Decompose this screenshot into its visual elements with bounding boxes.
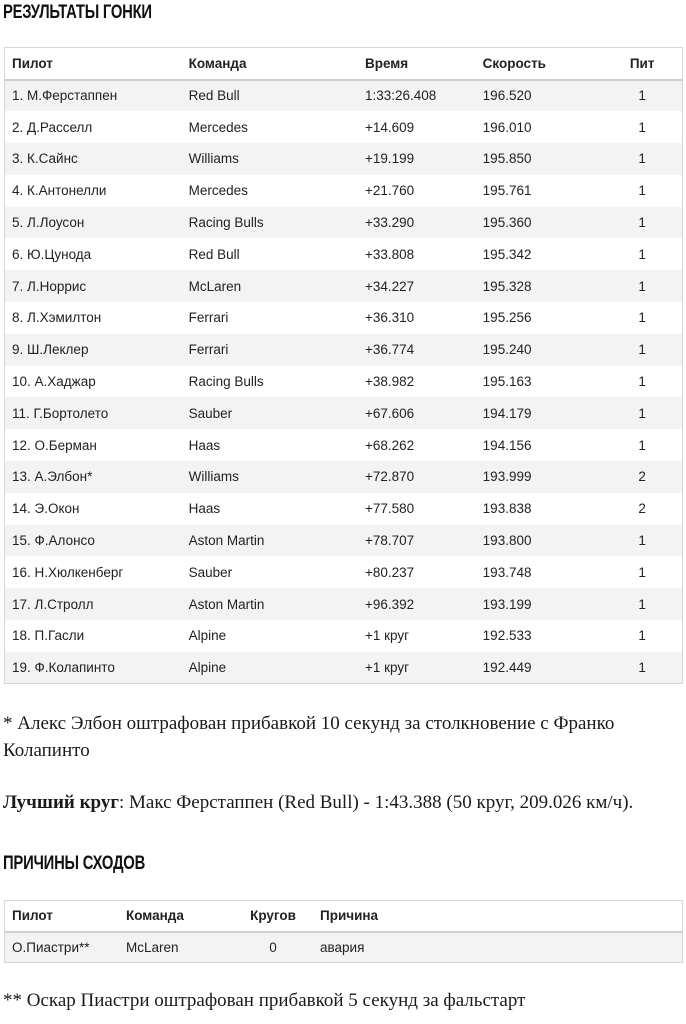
fastest-lap-colon: : <box>118 792 125 813</box>
team-cell: Alpine <box>188 628 227 644</box>
team-cell: Racing Bulls <box>188 215 264 231</box>
speed-cell: 195.342 <box>482 246 532 262</box>
speed-cell: 195.256 <box>482 310 532 326</box>
pit-cell: 1 <box>638 596 646 612</box>
driver-cell: 15. Ф.Алонсо <box>12 533 95 549</box>
pit-cell: 2 <box>638 469 646 485</box>
column-header-time: Время <box>364 55 409 71</box>
speed-cell: 195.761 <box>482 183 532 199</box>
time-cell: +33.808 <box>364 246 415 262</box>
time-cell: +68.262 <box>364 437 415 453</box>
driver-cell: О.Пиастри** <box>12 939 90 955</box>
time-cell: +80.237 <box>364 564 415 580</box>
retirements-header-row <box>5 901 683 932</box>
table-row <box>5 525 683 557</box>
team-cell: Aston Martin <box>188 533 265 549</box>
driver-cell: 1. М.Ферстаппен <box>12 88 118 104</box>
speed-cell: 195.163 <box>482 374 532 390</box>
pit-cell: 1 <box>638 215 646 231</box>
column-header-pit: Пит <box>629 55 655 71</box>
pit-cell: 1 <box>638 374 646 390</box>
driver-cell: 7. Л.Норрис <box>12 278 87 294</box>
driver-cell: 17. Л.Стролл <box>12 596 94 612</box>
pit-cell: 1 <box>638 119 646 135</box>
team-cell: Ferrari <box>188 310 229 326</box>
time-cell: +78.707 <box>364 533 415 549</box>
pit-cell: 1 <box>638 437 646 453</box>
speed-cell: 195.240 <box>482 342 532 358</box>
table-row <box>5 932 683 963</box>
driver-cell: 6. Ю.Цунода <box>12 246 92 262</box>
column-header-laps: Кругов <box>250 908 296 924</box>
time-cell: +34.227 <box>364 278 415 294</box>
team-cell: Haas <box>188 437 221 453</box>
retirements-table <box>4 900 683 963</box>
column-header-team: Команда <box>126 908 184 924</box>
speed-cell: 194.156 <box>482 437 532 453</box>
team-cell: Sauber <box>188 564 233 580</box>
team-cell: Aston Martin <box>188 596 265 612</box>
team-cell: Red Bull <box>188 88 240 104</box>
pit-cell: 1 <box>638 533 646 549</box>
driver-cell: 8. Л.Хэмилтон <box>12 310 102 326</box>
driver-cell: 18. П.Гасли <box>12 628 85 644</box>
results-body <box>5 80 683 684</box>
driver-cell: 9. Ш.Леклер <box>12 342 89 358</box>
speed-cell: 196.520 <box>482 88 532 104</box>
column-header-team: Команда <box>188 55 247 71</box>
table-row <box>5 302 683 334</box>
pit-cell: 1 <box>638 310 646 326</box>
pit-cell: 1 <box>638 183 646 199</box>
column-header-driver: Пилот <box>12 908 53 924</box>
time-cell: +77.580 <box>364 501 415 517</box>
column-header-reason: Причина <box>320 908 379 924</box>
column-header-driver: Пилот <box>12 55 53 71</box>
driver-cell: 16. Н.Хюлкенберг <box>12 564 124 580</box>
time-cell: +33.290 <box>364 215 415 231</box>
time-cell: +38.982 <box>364 374 415 390</box>
team-cell: Williams <box>188 151 239 167</box>
table-row <box>5 207 683 239</box>
speed-cell: 195.360 <box>482 215 532 231</box>
column-header-speed: Скорость <box>482 55 546 71</box>
speed-cell: 194.179 <box>482 405 532 421</box>
pit-cell: 1 <box>638 88 646 104</box>
time-cell: +1 круг <box>364 659 410 675</box>
speed-cell: 193.999 <box>482 469 532 485</box>
fastest-lap-label: Лучший круг <box>3 792 119 813</box>
table-row <box>5 175 683 207</box>
driver-cell: 5. Л.Лоусон <box>12 215 85 231</box>
team-cell: McLaren <box>126 939 179 955</box>
driver-cell: 13. А.Элбон* <box>12 469 93 485</box>
speed-cell: 193.838 <box>482 501 532 517</box>
pit-cell: 1 <box>638 405 646 421</box>
time-cell: +19.199 <box>364 151 415 167</box>
speed-cell: 195.850 <box>482 151 532 167</box>
driver-cell: 10. А.Хаджар <box>12 374 96 390</box>
pit-cell: 1 <box>638 246 646 262</box>
pit-cell: 1 <box>638 342 646 358</box>
table-row <box>5 588 683 620</box>
pit-cell: 1 <box>638 628 646 644</box>
table-row <box>5 238 683 270</box>
team-cell: Sauber <box>188 405 233 421</box>
team-cell: Red Bull <box>188 246 240 262</box>
speed-cell: 195.328 <box>482 278 532 294</box>
time-cell: +72.870 <box>364 469 415 485</box>
reason-cell: авария <box>320 939 365 955</box>
team-cell: Williams <box>188 469 239 485</box>
table-row <box>5 143 683 175</box>
time-cell: +36.310 <box>364 310 415 326</box>
results-header-row <box>5 48 683 80</box>
table-row <box>5 429 683 461</box>
pit-cell: 1 <box>638 564 646 580</box>
retirements-heading: ПРИЧИНЫ СХОДОВ <box>3 853 146 874</box>
retirements-body <box>5 932 683 963</box>
albon-penalty-note: * Алекс Элбон оштрафован прибавкой 10 секунд за столкновение с Франко Колапинто <box>3 713 615 761</box>
driver-cell: 19. Ф.Колапинто <box>12 659 115 675</box>
table-row <box>5 111 683 143</box>
pit-cell: 1 <box>638 659 646 675</box>
team-cell: Alpine <box>188 659 227 675</box>
driver-cell: 4. К.Антонелли <box>12 183 107 199</box>
speed-cell: 193.800 <box>482 533 532 549</box>
results-heading: РЕЗУЛЬТАТЫ ГОНКИ <box>3 2 152 23</box>
team-cell: Mercedes <box>188 119 248 135</box>
speed-cell: 193.748 <box>482 564 532 580</box>
team-cell: Haas <box>188 501 221 517</box>
team-cell: Ferrari <box>188 342 229 358</box>
speed-cell: 192.533 <box>482 628 532 644</box>
table-row <box>5 366 683 398</box>
fastest-lap-note <box>3 789 683 816</box>
table-row <box>5 556 683 588</box>
pit-cell: 1 <box>638 151 646 167</box>
speed-cell: 193.199 <box>482 596 532 612</box>
driver-cell: 11. Г.Бортолето <box>12 405 109 421</box>
pit-cell: 1 <box>638 278 646 294</box>
team-cell: Racing Bulls <box>188 374 264 390</box>
time-cell: +21.760 <box>364 183 415 199</box>
team-cell: McLaren <box>188 278 242 294</box>
pit-cell: 2 <box>638 501 646 517</box>
laps-cell: 0 <box>269 939 277 955</box>
fastest-lap-text: Макс Ферстаппен (Red Bull) - 1:43.388 (50 круг, 209.026 км/ч). <box>124 792 634 813</box>
time-cell: +96.392 <box>364 596 415 612</box>
table-row <box>5 493 683 525</box>
time-cell: +1 круг <box>364 628 410 644</box>
table-row <box>5 334 683 366</box>
table-row <box>5 620 683 652</box>
table-row <box>5 652 683 684</box>
time-cell: +36.774 <box>364 342 415 358</box>
table-row <box>5 270 683 302</box>
time-cell: +14.609 <box>364 119 415 135</box>
driver-cell: 12. О.Берман <box>12 437 97 453</box>
time-cell: 1:33:26.408 <box>364 88 437 104</box>
time-cell: +67.606 <box>364 405 415 421</box>
results-table <box>4 47 683 684</box>
table-row <box>5 397 683 429</box>
piastri-penalty-note: ** Оскар Пиастри оштрафован прибавкой 5 секунд за фальстарт <box>3 990 526 1011</box>
table-row <box>5 461 683 493</box>
speed-cell: 192.449 <box>482 659 532 675</box>
driver-cell: 2. Д.Расселл <box>12 119 93 135</box>
table-row <box>5 80 683 112</box>
speed-cell: 196.010 <box>482 119 532 135</box>
driver-cell: 3. К.Сайнс <box>12 151 78 167</box>
team-cell: Mercedes <box>188 183 248 199</box>
driver-cell: 14. Э.Окон <box>12 501 80 517</box>
